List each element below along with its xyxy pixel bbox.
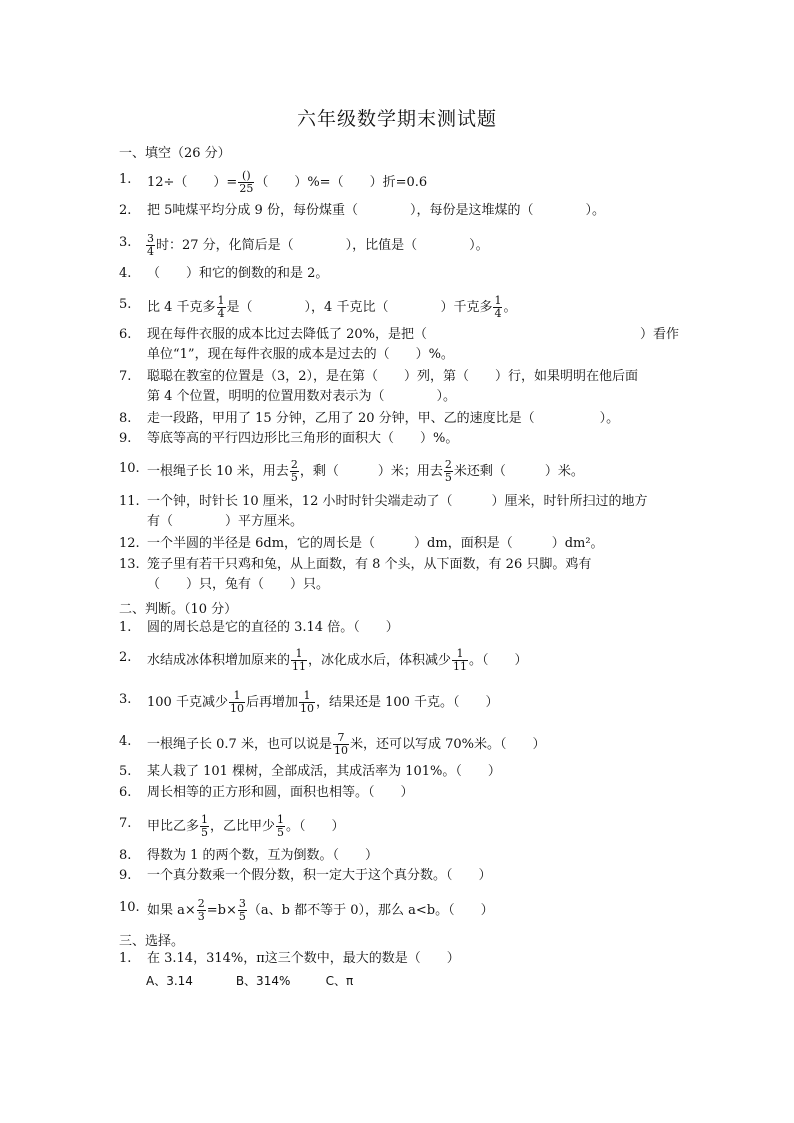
question-number: 1. [119, 951, 132, 966]
fraction: $\frac{1}{4}$ [217, 294, 225, 320]
fraction: $\frac{3}{5}$ [238, 897, 246, 923]
question-text: 笼子里有若干只鸡和兔，从上面数，有 8 个头，从下面数，有 26 只脚。鸡有 [147, 557, 592, 572]
fraction: $\frac{3}{4}$ [147, 232, 154, 258]
question-number: 6. [119, 785, 132, 800]
question-text: 时：27 分，化简后是（ ），比值是（ ）。 [156, 238, 489, 253]
question-text: 有（ ）平方厘米。 [147, 514, 304, 529]
question-number: 2. [119, 650, 132, 665]
fraction: $\frac{2}{5}$ [290, 458, 298, 484]
question-1-13 [119, 555, 679, 595]
question-1-6 [119, 325, 679, 365]
question-number: 8. [119, 848, 132, 863]
question-number: 8. [119, 411, 132, 426]
question-number: 9. [119, 868, 132, 883]
question-1-11 [119, 492, 679, 532]
question-number: 4. [119, 266, 132, 281]
question-number: 9. [119, 431, 132, 446]
question-number: 12. [119, 536, 140, 551]
question-text: 周长相等的正方形和圆，面积也相等。（ ） [147, 785, 414, 800]
option-a: A、3.14 [146, 974, 193, 988]
question-number: 7. [119, 369, 132, 384]
question-text: （ ）%=（ ）折=0.6 [255, 175, 428, 190]
question-text: 走一段路，甲用了 15 分钟，乙用了 20 分钟，甲、乙的速度比是（ ）。 [147, 411, 620, 426]
question-number: 4. [119, 734, 132, 749]
section-heading-fill-blank: 一、填空（26 分） [119, 146, 231, 161]
question-number: 5. [119, 297, 132, 312]
question-text: 圆的周长总是它的直径的 3.14 倍。（ ） [147, 620, 399, 635]
question-number: 1. [119, 172, 132, 187]
fraction: $\frac{7}{10}$ [333, 731, 348, 757]
question-text: 单位“1”，现在每件衣服的成本是过去的（ ）%。 [147, 347, 454, 362]
section-heading-true-false: 二、判断。（10 分） [119, 602, 238, 617]
fraction: $\frac{1}{4}$ [494, 294, 502, 320]
question-number: 7. [119, 816, 132, 831]
question-number: 10. [119, 900, 140, 915]
question-text: 聪聪在教室的位置是（3，2），是在第（ ）列，第（ ）行，如果明明在他后面 [147, 369, 639, 384]
question-text: 一个真分数乘一个假分数，积一定大于这个真分数。（ ） [147, 868, 492, 883]
question-number: 6. [119, 327, 132, 342]
fraction: $\frac{1}{10}$ [299, 689, 314, 715]
question-text: 某人栽了 101 棵树，全部成活，其成活率为 101%。（ ） [147, 764, 501, 779]
question-number: 2. [119, 203, 132, 218]
question-number: 10. [119, 461, 140, 476]
fraction: $\frac{2}{3}$ [197, 897, 205, 923]
choice-options [146, 972, 353, 989]
fraction: $\frac{1}{11}$ [453, 647, 468, 673]
fraction: $\frac{1}{10}$ [229, 689, 244, 715]
fraction: $\frac{2}{5}$ [444, 458, 452, 484]
question-number: 3. [119, 692, 132, 707]
question-text: 一个半圆的半径是 6dm，它的周长是（ ）dm，面积是（ ）dm²。 [147, 536, 604, 551]
section-heading-choice: 三、选择。 [119, 934, 185, 949]
question-text: 等底等高的平行四边形比三角形的面积大（ ）%。 [147, 431, 459, 446]
option-c: C、π [325, 974, 354, 988]
fraction: $\frac{1}{5}$ [277, 813, 285, 839]
question-text: （ ）只，兔有（ ）只。 [147, 577, 330, 592]
fraction: $\frac{1}{11}$ [292, 647, 307, 673]
question-text: （ ）和它的倒数的和是 2。 [147, 266, 329, 281]
question-text: 得数为 1 的两个数，互为倒数。（ ） [147, 848, 379, 863]
question-number: 3. [119, 235, 132, 250]
question-number: 1. [119, 620, 132, 635]
question-number: 11. [119, 494, 140, 509]
question-number: 13. [119, 557, 140, 572]
question-text: 现在每件衣服的成本比过去降低了 20%，是把（ [147, 327, 428, 342]
question-1-7 [119, 367, 679, 407]
fraction: $\frac{()}{25}$ [239, 169, 254, 195]
question-text: 一个钟，时针长 10 厘米，12 小时时针尖端走动了（ ）厘米，时针所扫过的地方 [147, 494, 648, 509]
question-text: 把 5吨煤平均分成 9 份，每份煤重（ ），每份是这堆煤的（ ）。 [147, 203, 605, 218]
question-text: 第 4 个位置，明明的位置用数对表示为（ ）。 [147, 389, 457, 404]
question-text: 12÷（ ）= [147, 175, 238, 190]
option-b: B、314% [235, 974, 291, 988]
question-text: ）看作 [639, 327, 679, 342]
question-text: 在 3.14，314%，π这三个数中，最大的数是（ ） [147, 951, 460, 966]
page-title: 六年级数学期末测试题 [296, 108, 497, 130]
fraction: $\frac{1}{5}$ [201, 813, 209, 839]
question-number: 5. [119, 764, 132, 779]
